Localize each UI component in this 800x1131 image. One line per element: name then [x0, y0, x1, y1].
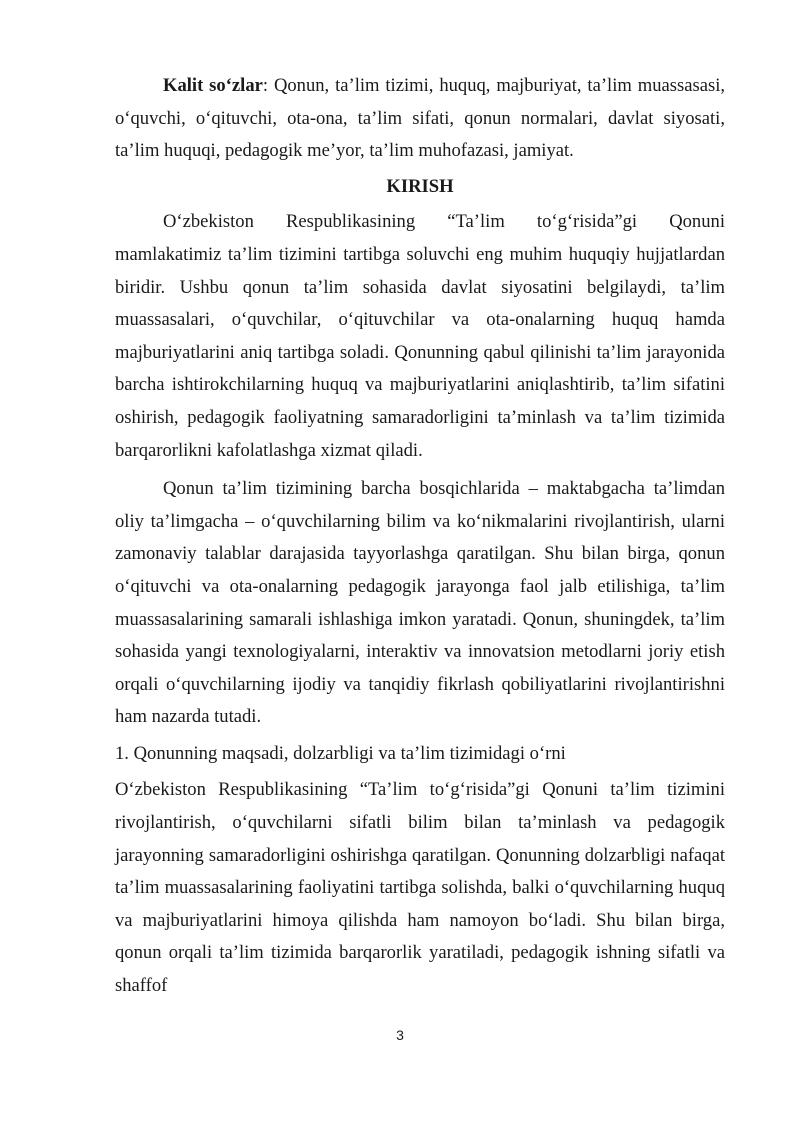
intro-paragraph-2: Qonun ta’lim tizimining barcha bosqichlarida – maktabgacha ta’limdan oliy ta’limgacha – o‘quvchilarning bilim va ko‘nikmalarini rivojlantirish, ularni zamonaviy talablar darajasida tayyorlashga qaratilgan. Shu bilan birga, qonun o‘qituvchi va ota-onalarning pedagogik jarayonga faol jalb etilishiga, ta’lim muassasalarining samarali ishlashiga imkon yaratadi. Qonun, shuningdek, ta’lim sohasida yangi texnologiyalarni, interaktiv va innovatsion metodlarni joriy etish orqali o‘quvchilarning ijodiy va tanqidiy fikrlash qobiliyatlarini rivojlantirishni ham nazarda tutadi. — [115, 478, 725, 728]
page-number: 3 — [396, 1027, 404, 1043]
keywords-text: Qonun, ta’lim tizimi, huquq, majburiyat, ta’lim muassasasi, o‘quvchi, o‘qituvchi, ota-ona, ta’lim sifati, qonun normalari, davlat siyosati, ta’lim huquqi, pedagogik me’yor, ta’lim muhofazasi, jamiyat. — [115, 75, 726, 162]
section-1-title: 1. Qonunning maqsadi, dolzarbligi va ta’lim tizimidagi o‘rni — [115, 742, 566, 764]
intro-heading: KIRISH — [386, 175, 454, 197]
keywords-separator: : — [262, 75, 269, 96]
page-content — [115, 70, 725, 1003]
section-1-paragraph: O‘zbekiston Respublikasining “Ta’lim to‘g‘risida”gi Qonuni ta’lim tizimini rivojlantirish, o‘quvchilarni sifatli bilim bilan ta’minlash va pedagogik jarayonning samaradorligini oshirishga qaratilgan. Qonunning dolzarbligi nafaqat ta’lim muassasalarining faoliyatini tartibga solishda, balki o‘quvchilarning huquq va majburiyatlarini himoya qilishda ham namoyon bo‘ladi. Shu bilan birga, qonun orqali ta’lim tizimida barqarorlik yaratiladi, pedagogik ishning sifatli va shaffof — [115, 779, 725, 997]
keywords-paragraph — [115, 70, 725, 168]
intro-paragraph-1: O‘zbekiston Respublikasining “Ta’lim to‘g‘risida”gi Qonuni mamlakatimiz ta’lim tizimini tartibga soluvchi eng muhim huquqiy hujjatlardan biridir. Ushbu qonun ta’lim sohasida davlat siyosatini belgilaydi, ta’lim muassasalari, o‘quvchilar, o‘qituvchilar va ota-onalarning huquq hamda majburiyatlarini aniq tartibga soladi. Qonunning qabul qilinishi ta’lim jarayonida barcha ishtirokchilarning huquq va majburiyatlarini aniqlashtirib, ta’lim sifatini oshirish, pedagogik faoliyatning samaradorligini ta’minlash va ta’lim tizimida barqarorlikni kafolatlashga xizmat qiladi. — [115, 211, 725, 461]
keywords-label: Kalit so‘zlar — [163, 75, 263, 96]
